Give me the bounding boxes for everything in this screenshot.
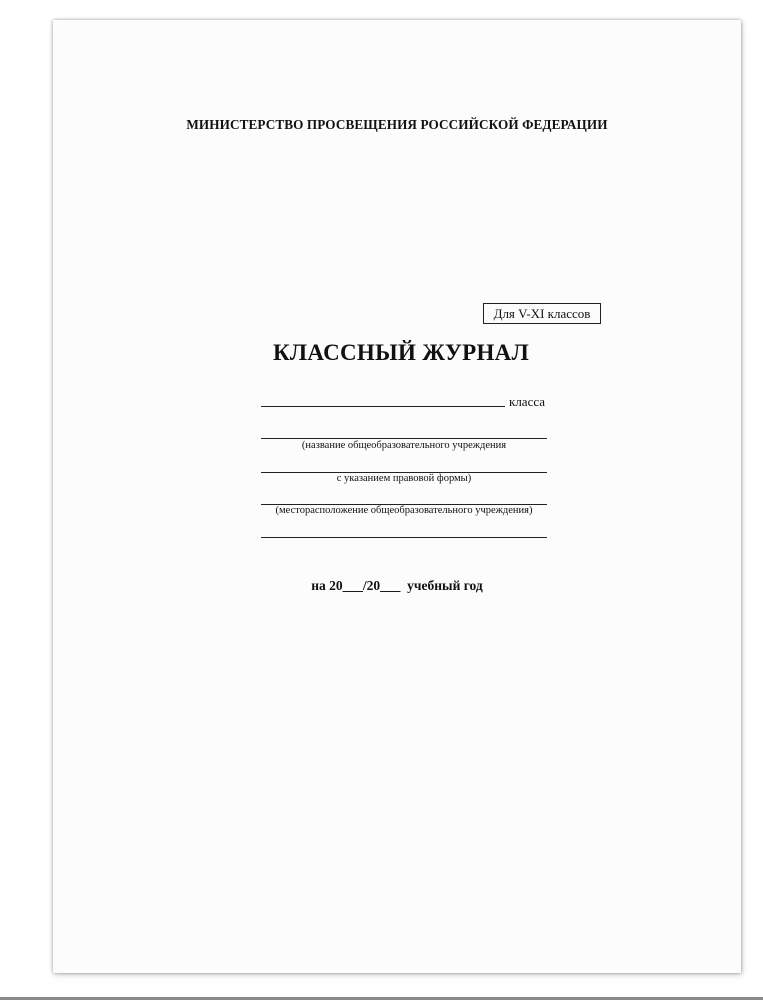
institution-caption-2: с указанием правовой формы): [336, 473, 472, 484]
school-year-line: на 20___/20___ учебный год: [311, 578, 483, 593]
institution-caption-1: (название общеобразовательного учреждения: [301, 440, 507, 451]
grade-range-box: Для V-XI классов: [483, 303, 601, 324]
journal-title: КЛАССНЫЙ ЖУРНАЛ: [272, 340, 530, 365]
journal-cover-page: [53, 20, 741, 973]
location-blank-line-2: [261, 537, 547, 538]
class-label: класса: [509, 394, 546, 409]
ministry-header: МИНИСТЕРСТВО ПРОСВЕЩЕНИЯ РОССИЙСКОЙ ФЕДЕРАЦИИ: [186, 117, 608, 132]
institution-blank-line-1: [261, 438, 547, 439]
location-caption: (месторасположение общеобразовательного учреждения): [275, 505, 533, 516]
class-blank-line: [261, 406, 505, 407]
